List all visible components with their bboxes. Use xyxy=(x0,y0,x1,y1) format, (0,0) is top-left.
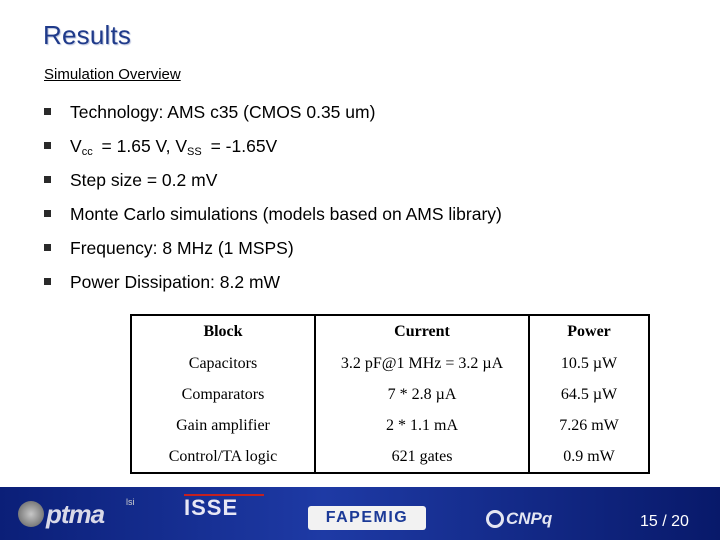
isse-logo xyxy=(184,494,264,532)
slide-subtitle: Simulation Overview xyxy=(44,66,181,83)
cnpq-logo xyxy=(486,505,552,533)
table-header-cell: Current xyxy=(315,315,529,348)
ptma-logo xyxy=(16,497,140,531)
table-cell: 0.9 mW xyxy=(529,441,649,473)
bullet-text xyxy=(70,136,277,158)
square-bullet-icon xyxy=(44,108,51,115)
table-cell: Capacitors xyxy=(131,348,315,379)
cnpq-mark-icon xyxy=(486,510,504,528)
square-bullet-icon xyxy=(44,278,51,285)
square-bullet-icon xyxy=(44,176,51,183)
square-bullet-icon xyxy=(44,244,51,251)
table-cell: 10.5 µW xyxy=(529,348,649,379)
table-cell: Gain amplifier xyxy=(131,410,315,441)
table-header-cell: Power xyxy=(529,315,649,348)
table-cell: 621 gates xyxy=(315,441,529,473)
bullet-text: Monte Carlo simulations (models based on AMS library) xyxy=(70,204,502,224)
table-cell: 64.5 µW xyxy=(529,379,649,410)
table-cell: Control/TA logic xyxy=(131,441,315,473)
bullet-item xyxy=(44,102,502,136)
results-table xyxy=(130,314,650,474)
fapemig-logo: FAPEMIG xyxy=(308,506,426,530)
bullet-text: Frequency: 8 MHz (1 MSPS) xyxy=(70,238,294,258)
subscript: SS xyxy=(187,146,202,158)
bullet-text: Step size = 0.2 mV xyxy=(70,170,218,190)
cnpq-logo-text: CNPq xyxy=(506,509,553,528)
table-cell: Comparators xyxy=(131,379,315,410)
square-bullet-icon xyxy=(44,142,51,149)
table-row xyxy=(131,379,649,410)
table-row xyxy=(131,441,649,473)
square-bullet-icon xyxy=(44,210,51,217)
page-number: 15 / 20 xyxy=(640,513,689,530)
table-row xyxy=(131,410,649,441)
bullet-text-part: V xyxy=(70,136,82,156)
chip-icon xyxy=(18,501,44,527)
table-row xyxy=(131,348,649,379)
bullet-item xyxy=(44,204,502,238)
lsi-logo-text: lsi xyxy=(126,497,135,507)
subscript: cc xyxy=(81,146,93,158)
bullet-list xyxy=(44,102,502,306)
ptma-logo-text: ptma xyxy=(46,499,105,529)
bullet-text-part: = -1.65V xyxy=(205,136,278,156)
table-header-row xyxy=(131,315,649,348)
table-cell: 7 * 2.8 µA xyxy=(315,379,529,410)
isse-logo-text: ISSE xyxy=(184,494,264,520)
bullet-item xyxy=(44,238,502,272)
bullet-text-part: = 1.65 V, V xyxy=(96,136,188,156)
bullet-item xyxy=(44,272,502,306)
table-cell: 3.2 pF@1 MHz = 3.2 µA xyxy=(315,348,529,379)
table-cell: 7.26 mW xyxy=(529,410,649,441)
table-cell: 2 * 1.1 mA xyxy=(315,410,529,441)
slide-title: Results xyxy=(43,20,132,50)
bullet-text: Power Dissipation: 8.2 mW xyxy=(70,272,281,292)
table-header-cell: Block xyxy=(131,315,315,348)
bullet-item xyxy=(44,170,502,204)
bullet-text: Technology: AMS c35 (CMOS 0.35 um) xyxy=(70,102,376,122)
bullet-item xyxy=(44,136,502,170)
